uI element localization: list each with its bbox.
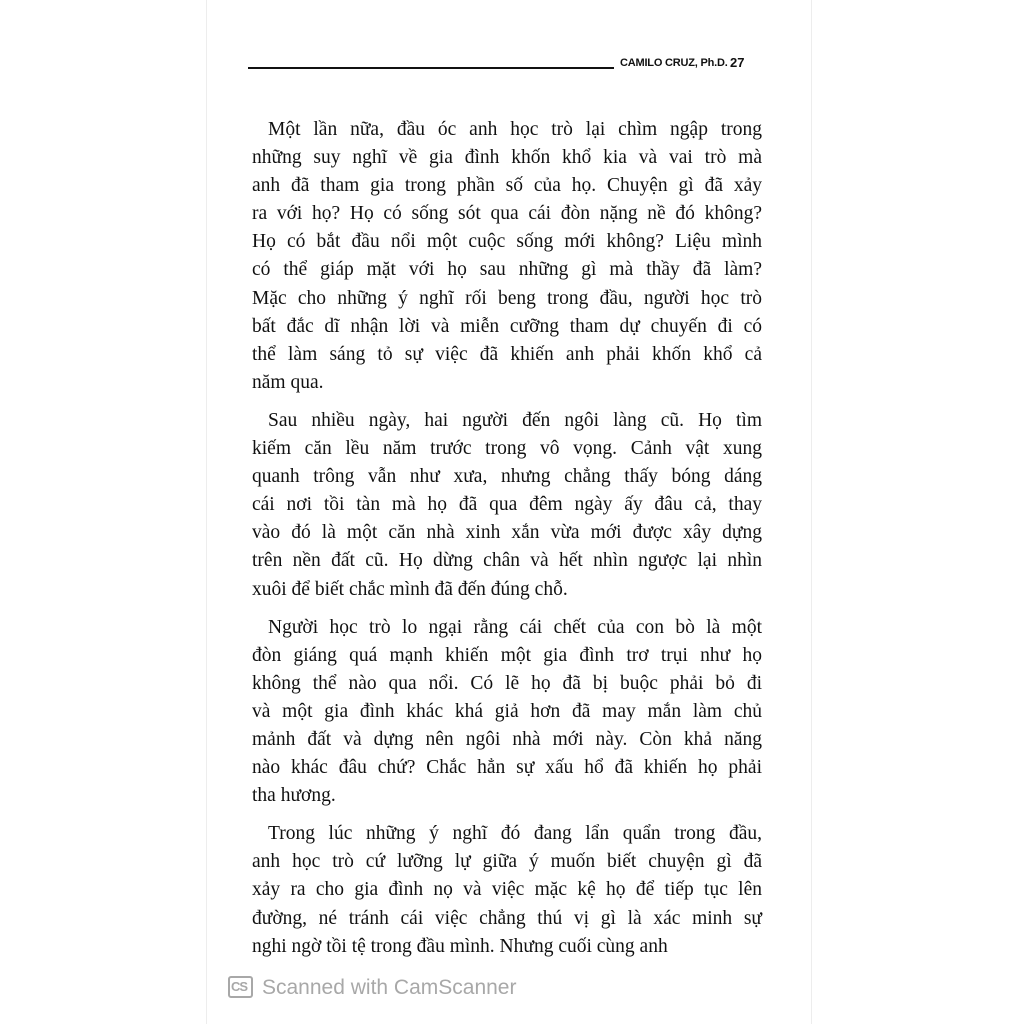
text-line: Họ có bắt đầu nổi một cuộc sống mới không? Liệu mình	[252, 231, 762, 253]
text-line: kiếm căn lều năm trước trong vô vọng. Cảnh vật xung	[252, 438, 762, 460]
text-line: năm qua.	[252, 371, 324, 393]
text-line: nghi ngờ tồi tệ trong đầu mình. Nhưng cuối cùng anh	[252, 935, 668, 957]
text-line: ra với họ? Họ có sống sót qua cái đòn nặng nề đó không?	[252, 203, 762, 225]
text-line: và một gia đình khác khá giả hơn đã may mắn làm chủ	[252, 700, 762, 722]
paragraph	[252, 614, 772, 811]
text-line: Một lần nữa, đầu óc anh học trò lại chìm ngập trong	[268, 119, 762, 140]
text-line: anh học trò cứ lưỡng lự giữa ý muốn biết chuyện gì đã	[252, 851, 762, 873]
text-line: nào khác đâu chứ? Chắc hẳn sự xấu hổ đã khiến họ phải	[252, 757, 762, 779]
text-line: có thể giáp mặt với họ sau những gì mà thầy đã làm?	[252, 259, 762, 281]
text-line: Trong lúc những ý nghĩ đó đang lẩn quẩn trong đầu,	[268, 823, 762, 845]
text-line: cái nơi tồi tàn mà họ đã qua đêm ngày ấy đâu cả, thay	[252, 494, 762, 516]
text-line: bất đắc dĩ nhận lời và miễn cưỡng tham dự chuyến đi có	[252, 315, 762, 337]
text-line: thể làm sáng tỏ sự việc đã khiến anh phải khốn khổ cả	[252, 343, 762, 365]
text-line: đòn giáng quá mạnh khiến một gia đình trơ trụi như họ	[252, 644, 762, 666]
paragraph	[252, 407, 772, 604]
camscanner-logo-icon	[228, 976, 253, 998]
text-line: Mặc cho những ý nghĩ rối beng trong đầu, người học trò	[252, 287, 762, 309]
text-line: không thể nào qua nổi. Có lẽ họ đã bị buộc phải bỏ đi	[252, 672, 762, 694]
text-line: vào đó là một căn nhà xinh xắn vừa mới được xây dựng	[252, 522, 762, 544]
scanner-watermark: Scanned with CamScanner	[262, 976, 517, 999]
text-line: Sau nhiều ngày, hai người đến ngôi làng cũ. Họ tìm	[268, 409, 762, 431]
text-line: mảnh đất và dựng nên ngôi nhà mới này. Còn khả năng	[252, 728, 762, 750]
text-line: những suy nghĩ về gia đình khốn khổ kia và vai trò mà	[252, 147, 762, 169]
text-line: đường, né tránh cái việc chẳng thú vị gì là xác minh sự	[252, 907, 762, 929]
text-line: tha hương.	[252, 785, 336, 807]
text-line: xuôi để biết chắc mình đã đến đúng chỗ.	[252, 578, 568, 600]
header-author: CAMILO CRUZ, Ph.D.	[620, 57, 728, 69]
text-line: trên nền đất cũ. Họ dừng chân và hết nhìn ngược lại nhìn	[252, 550, 762, 572]
paragraph	[252, 820, 772, 960]
text-line: quanh trông vẫn như xưa, nhưng chẳng thấy bóng dáng	[252, 466, 762, 488]
text-line: Người học trò lo ngại rằng cái chết của con bò là một	[268, 616, 762, 638]
header-rule	[248, 67, 614, 69]
running-header	[248, 55, 748, 77]
page-number: 27	[730, 55, 745, 70]
text-line: anh đã tham gia trong phần số của họ. Chuyện gì đã xảy	[252, 175, 762, 197]
paragraph	[252, 116, 772, 397]
body-text	[252, 116, 772, 971]
camscanner-logo-text: CS	[231, 979, 248, 994]
text-line: xảy ra cho gia đình nọ và việc mặc kệ họ để tiếp tục lên	[252, 879, 762, 901]
